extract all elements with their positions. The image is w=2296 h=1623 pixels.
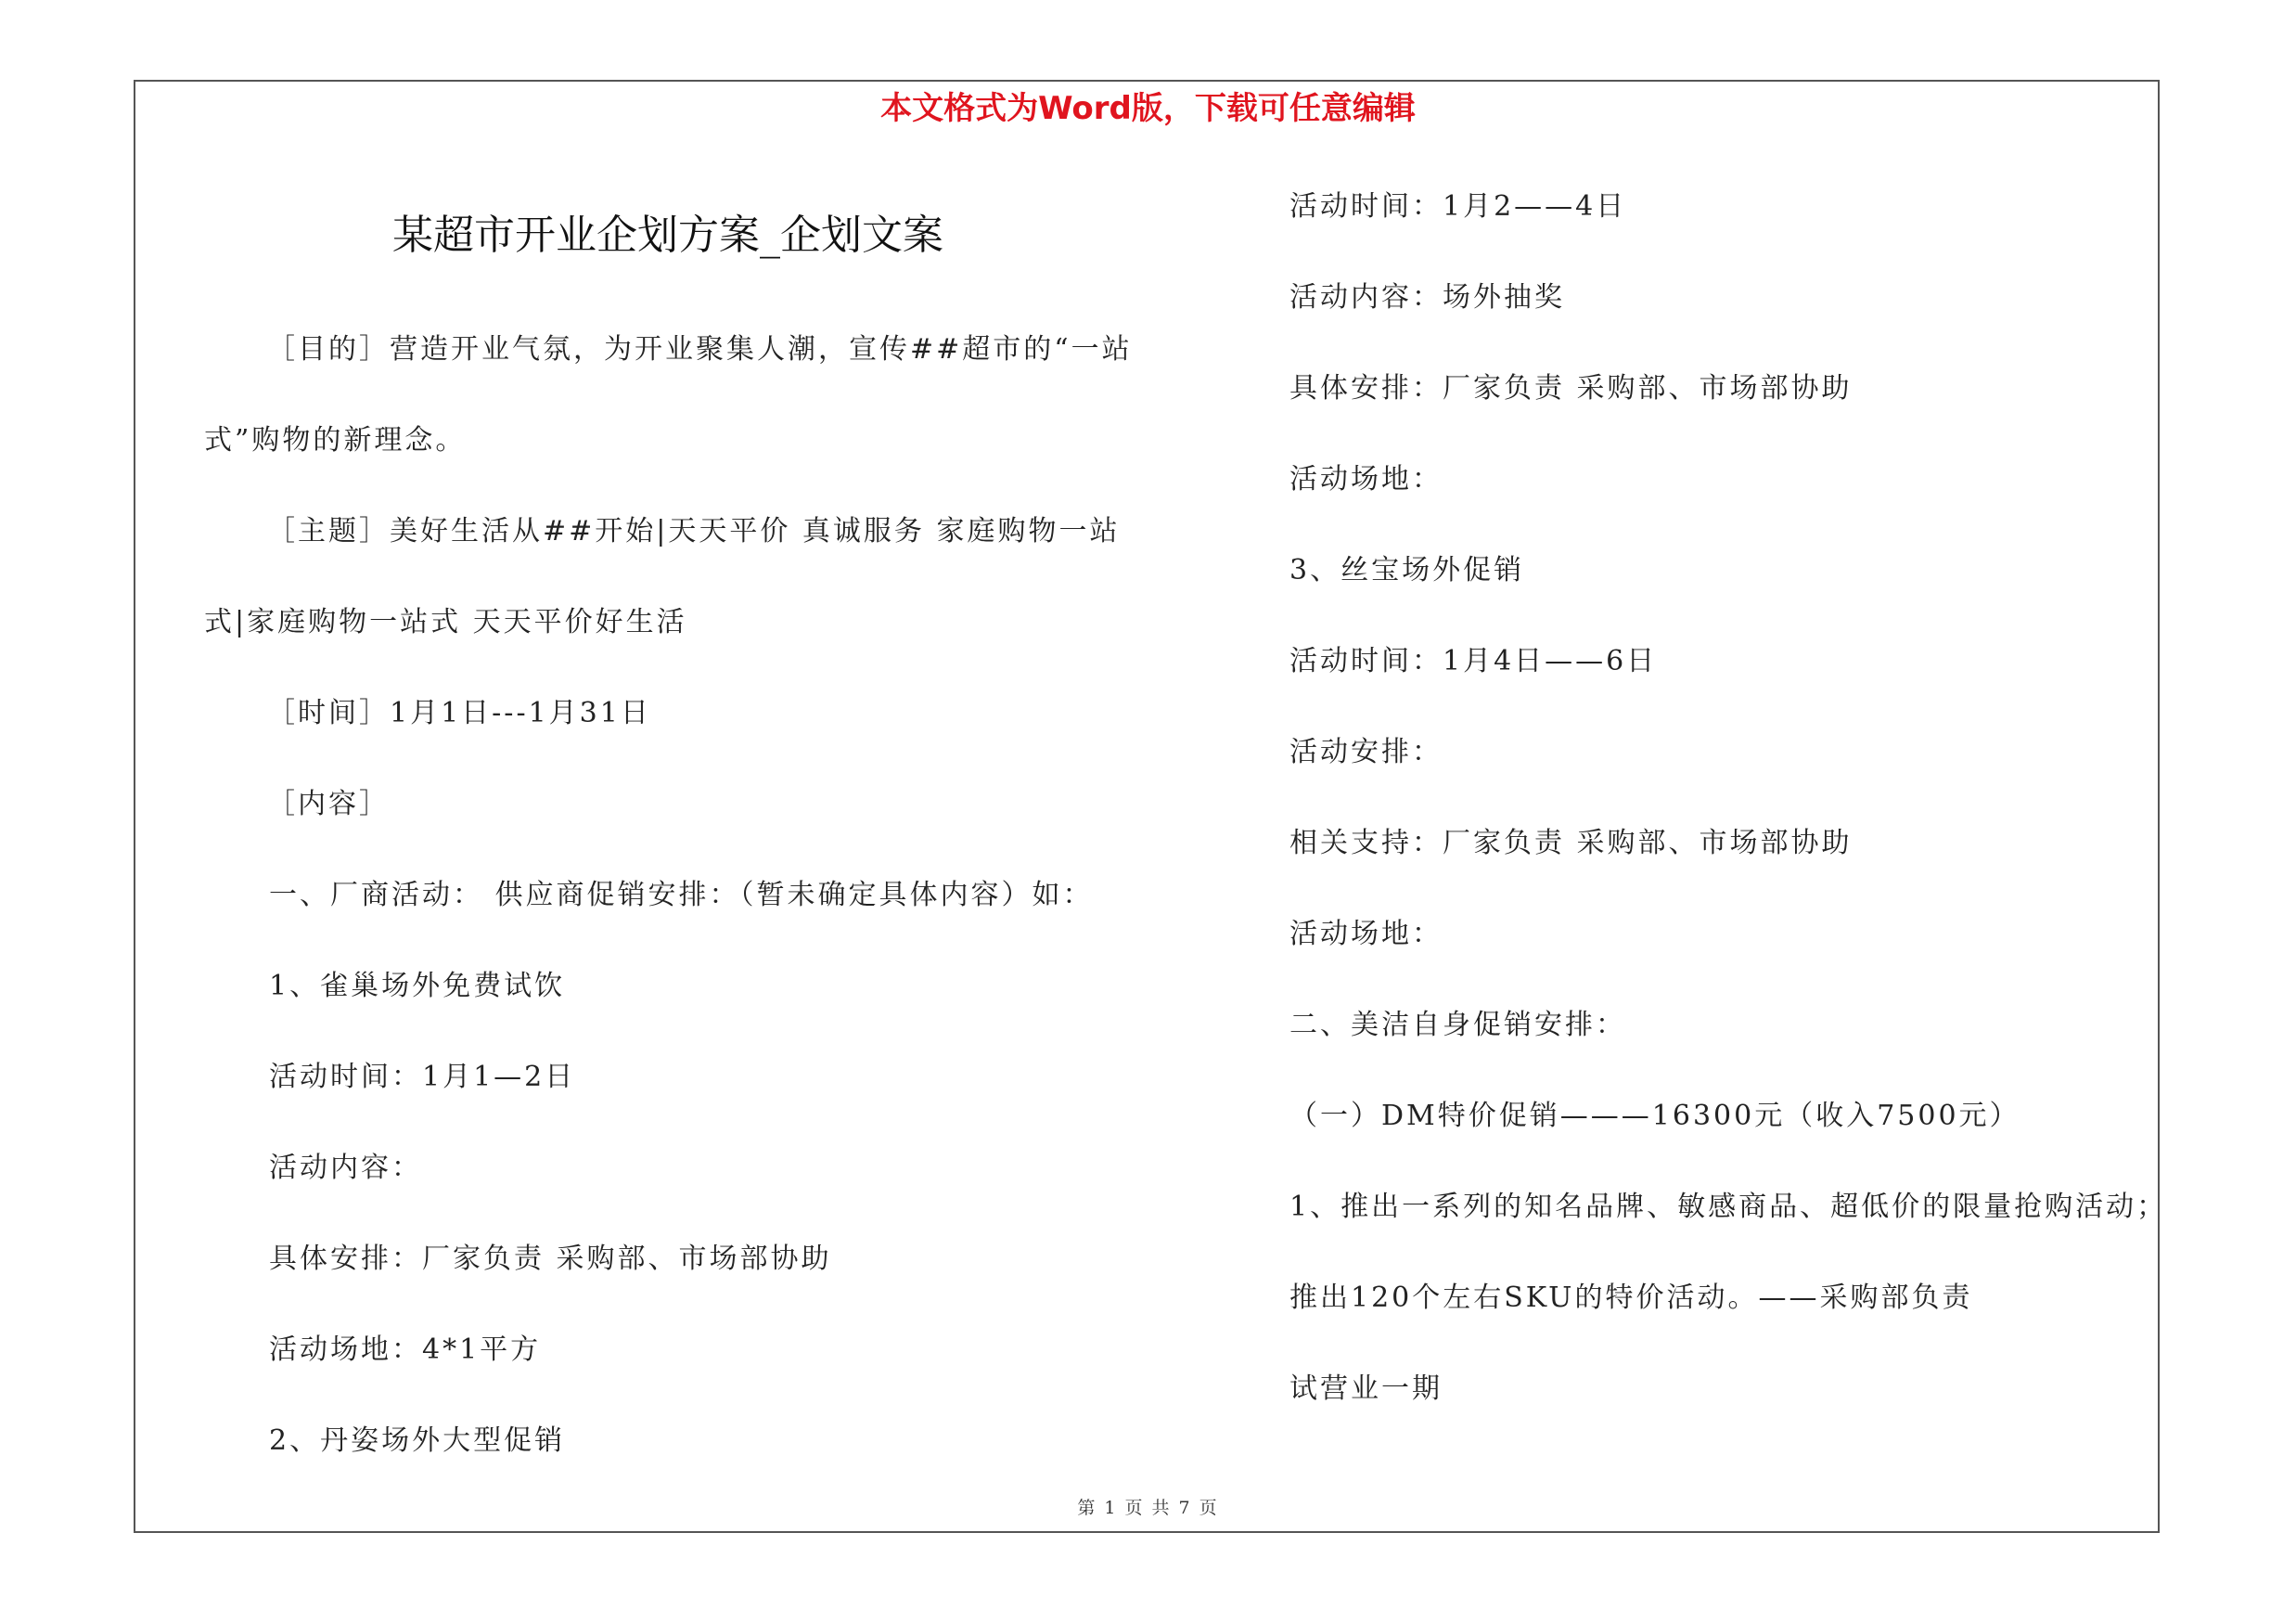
paragraph: 2、丹姿场外大型促销 — [269, 1424, 566, 1457]
left-column — [204, 327, 1132, 1509]
paragraph: 活动场地： — [1289, 463, 1443, 496]
header-banner: 本文格式为Word版，下载可任意编辑 — [880, 90, 1416, 127]
paragraph: ［时间］1月1日---1月31日 — [267, 697, 651, 729]
paragraph: 活动时间：1月2——4日 — [1289, 190, 1627, 223]
paragraph: 相关支持：厂家负责 采购部、市场部协助 — [1289, 827, 1853, 859]
paragraph: 具体安排：厂家负责 采购部、市场部协助 — [269, 1243, 832, 1275]
paragraph: （一）DM特价促销———16300元（收入7500元） — [1289, 1100, 2020, 1132]
paragraph: 活动场地：4*1平方 — [269, 1333, 542, 1366]
paragraph: 1、推出一系列的知名品牌、敏感商品、超低价的限量抢购活动； — [1289, 1191, 2168, 1223]
paragraph: 式|家庭购物一站式 天天平价好生活 — [204, 606, 687, 638]
paragraph: 推出120个左右SKU的特价活动。——采购部负责 — [1289, 1282, 1973, 1314]
paragraph: ［目的］营造开业气氛，为开业聚集人潮，宣传##超市的“一站 — [267, 333, 1133, 366]
paragraph: 活动安排： — [1289, 736, 1443, 768]
right-column — [1289, 184, 2217, 1457]
paragraph: 二、美洁自身促销安排： — [1289, 1009, 1626, 1041]
paragraph: ［内容］ — [267, 788, 390, 820]
paragraph: 3、丝宝场外促销 — [1289, 554, 1525, 586]
paragraph: ［主题］美好生活从##开始|天天平价 真诚服务 家庭购物一站 — [267, 515, 1121, 547]
paragraph: 1、雀巢场外免费试饮 — [269, 970, 566, 1002]
paragraph: 活动时间：1月1—2日 — [269, 1061, 576, 1093]
paragraph: 活动内容： — [269, 1152, 422, 1184]
page-indicator: 第 1 页 共 7 页 — [1077, 1498, 1219, 1518]
paragraph: 活动时间：1月4日——6日 — [1289, 645, 1658, 677]
paragraph: 活动场地： — [1289, 918, 1443, 950]
paragraph: 具体安排：厂家负责 采购部、市场部协助 — [1289, 372, 1853, 405]
paragraph: 一、厂商活动： 供应商促销安排：（暂未确定具体内容）如： — [269, 879, 1094, 911]
document-title: 某超市开业企划方案_企划文案 — [392, 212, 943, 259]
paragraph: 试营业一期 — [1289, 1372, 1443, 1405]
paragraph: 式”购物的新理念。 — [204, 424, 467, 457]
paragraph: 活动内容：场外抽奖 — [1289, 281, 1565, 314]
